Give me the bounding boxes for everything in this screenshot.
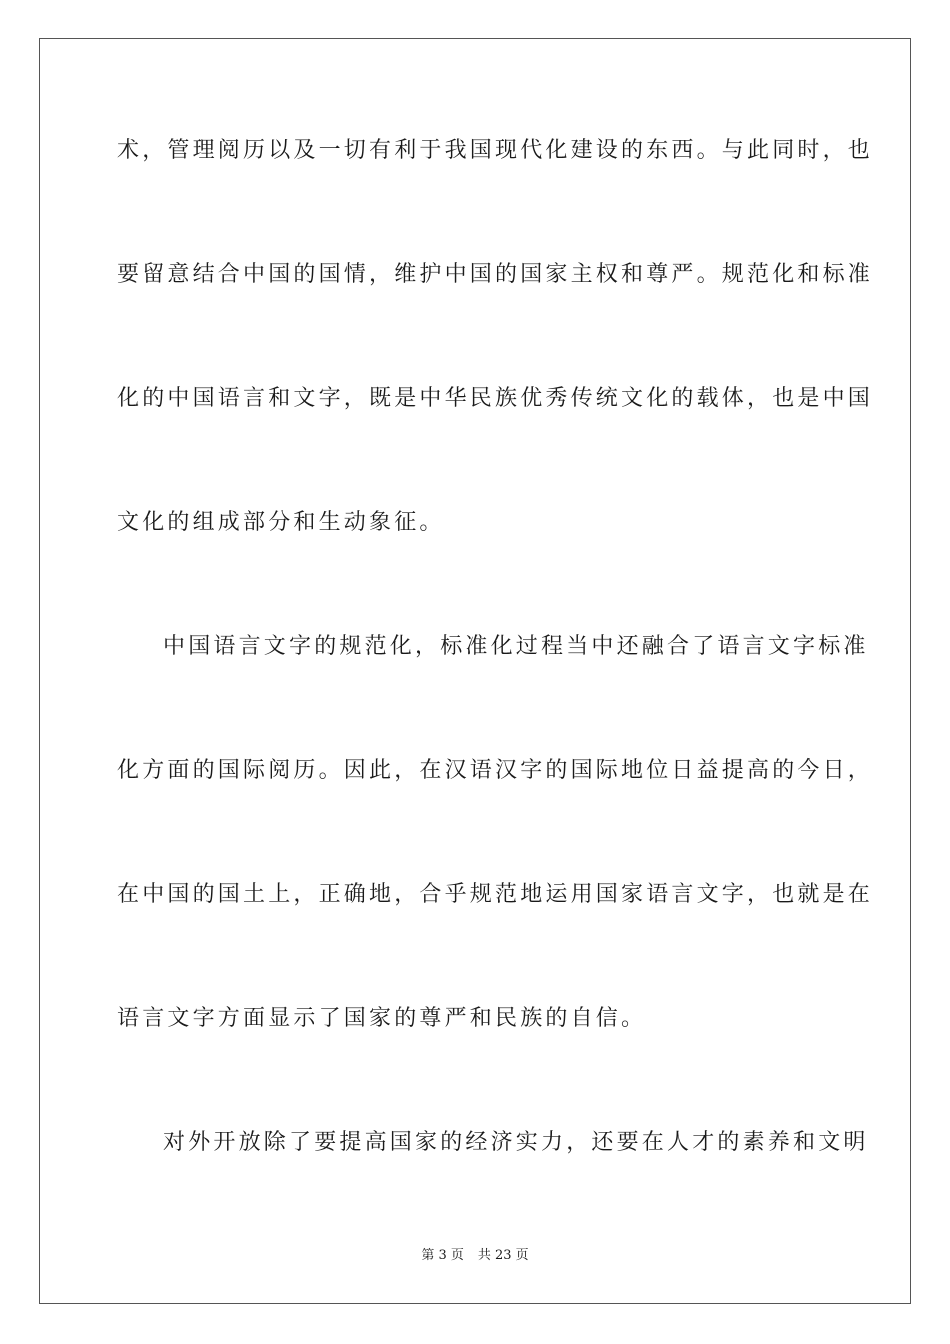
body-text-line: 文化的组成部分和生动象征。 [117, 510, 445, 535]
body-text-line: 化方面的国际阅历。因此，在汉语汉字的国际地位日益提高的今日， [117, 758, 874, 783]
page-border [39, 38, 911, 1304]
body-text-line: 语言文字方面显示了国家的尊严和民族的自信。 [117, 1006, 647, 1031]
paragraph-first-line: 中国语言文字的规范化，标准化过程当中还融合了语言文字标准 [163, 634, 869, 659]
body-text-line: 要留意结合中国的国情，维护中国的国家主权和尊严。规范化和标准 [117, 262, 874, 287]
page-total: 共 23 页 [477, 1248, 529, 1263]
page-footer [0, 1247, 950, 1265]
body-text-line: 化的中国语言和文字，既是中华民族优秀传统文化的载体，也是中国 [117, 386, 874, 411]
body-text-line: 在中国的国土上，正确地，合乎规范地运用国家语言文字，也就是在 [117, 882, 874, 907]
paragraph-first-line: 对外开放除了要提高国家的经济实力，还要在人才的素养和文明 [163, 1130, 869, 1155]
page-number: 第 3 页 [421, 1248, 464, 1263]
body-text-line: 术，管理阅历以及一切有利于我国现代化建设的东西。与此同时，也 [117, 138, 874, 163]
